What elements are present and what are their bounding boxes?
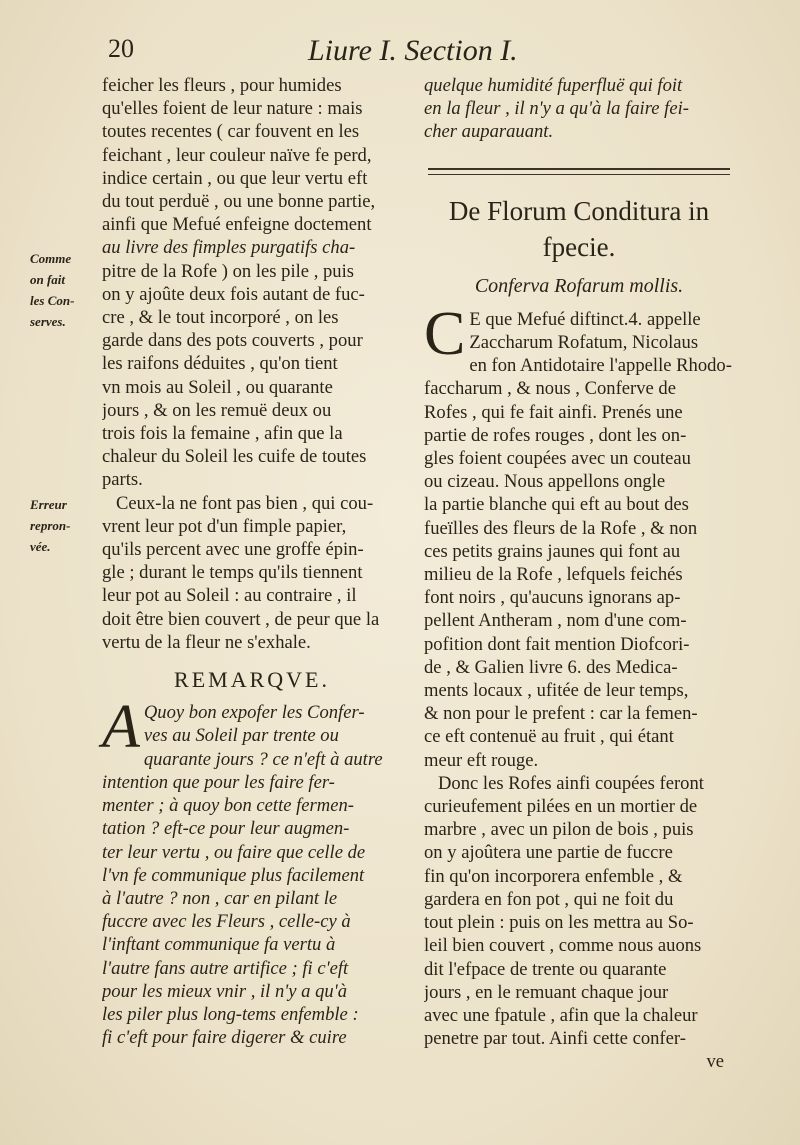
text-line: la partie blanche qui eft au bout des (424, 494, 689, 516)
text-line: en la fleur , il n'y a qu'à la faire fei- (424, 98, 689, 120)
text-line: ou cizeau. Nous appellons ongle (424, 471, 666, 493)
text-line: partie de rofes rouges , dont les on- (424, 424, 687, 446)
page-header (108, 34, 760, 74)
text-line: vn mois au Soleil , ou quarante (102, 376, 333, 398)
text-line: pitre de la Rofe ) on les pile , puis (102, 260, 354, 282)
text-line: trois fois la femaine , afin que la (102, 423, 343, 445)
text-line: fuccre avec les Fleurs , celle-cy à (102, 911, 351, 933)
text-line: cher auparauant. (424, 121, 554, 143)
paragraph-conserve-roses (424, 299, 734, 772)
text-line: Zaccharum Rofatum, Nicolaus (469, 332, 699, 354)
margin-note-line: Erreur (30, 497, 67, 512)
text-line: gardera en fon pot , qui ne foit du (424, 888, 674, 910)
paragraph-erreur (102, 492, 402, 654)
text-line: du tout perduë , ou une bonne partie, (102, 191, 376, 213)
text-line: quarante jours ? ce n'eft à autre (143, 748, 383, 770)
text-line: ter leur vertu , ou faire que celle de (102, 841, 366, 863)
text-line: quelque humidité fuperfluë qui foit (424, 75, 683, 96)
text-line: faccharum , & nous , Conferve de (424, 378, 676, 400)
text-line: fi c'eft pour faire digerer & cuire (102, 1027, 347, 1049)
text-line: gle ; durant le temps qu'ils tiennent (102, 562, 363, 584)
section-title-line: De Florum Conditura in (448, 195, 710, 226)
text-line: pofition dont fait mention Diofcori- (424, 633, 690, 655)
text-line: E que Mefué diftinct.4. appelle (469, 308, 701, 330)
text-line: & non pour le prefent : car la femen- (424, 703, 698, 725)
margin-note-line: repron- (30, 518, 71, 533)
text-line: les raifons déduites , qu'on tient (102, 353, 338, 375)
margin-note-line: vée. (30, 539, 51, 554)
text-line: à l'autre ? non , car en pilant le (102, 887, 338, 909)
catchword: ve (706, 1051, 724, 1073)
margin-note-line: les Con- (30, 293, 75, 308)
text-line: dit l'efpace de trente ou quarante (424, 958, 667, 980)
text-line: ces petits grains jaunes qui font au (424, 540, 681, 562)
paragraph-recipe-conclusion (102, 74, 402, 492)
text-line: vertu de la fleur ne s'exhale. (102, 631, 311, 653)
paragraph-preparation (424, 772, 734, 1050)
text-line: qu'elles foient de leur nature : mais (102, 98, 363, 120)
drop-cap: A (102, 693, 140, 762)
text-line: cre , & le tout incorporé , on les (102, 307, 339, 329)
text-line: milieu de la Rofe , lefquels feichés (424, 564, 683, 586)
text-line: les piler plus long-tems enfemble : (102, 1003, 359, 1025)
text-line: ments locaux , ufitée de leur temps, (424, 680, 689, 702)
margin-note-erreur (30, 494, 92, 557)
text-line: avec une fpatule , afin que la chaleur (424, 1004, 698, 1026)
text-line: au livre des fimples purgatifs cha- (102, 237, 356, 259)
text-line: curieufement pilées en un mortier de (424, 796, 698, 818)
text-line: indice certain , ou que leur vertu eft (102, 167, 368, 189)
text-line: pellent Antheram , nom d'une com- (424, 610, 687, 632)
text-line: parts. (102, 469, 143, 491)
text-line: pour les mieux vnir , il n'y a qu'à (102, 980, 347, 1002)
text-line: feicher les fleurs , pour humides (102, 75, 342, 96)
margin-note-line: Comme (30, 251, 72, 266)
text-line: intention que pour les faire fer- (102, 771, 335, 793)
text-line: toutes recentes ( car fouvent en les (102, 121, 360, 143)
margin-note-conserves (30, 248, 92, 332)
text-line: feichant , leur couleur naïve fe perd, (102, 144, 372, 166)
text-line: Rofes , qui fe fait ainfi. Prenés une (424, 401, 683, 423)
text-line: Quoy bon expofer les Confer- (143, 702, 365, 724)
text-line: en fon Antidotaire l'appelle Rhodo- (469, 355, 732, 377)
text-line: menter ; à quoy bon cette fermen- (102, 795, 354, 817)
right-column (424, 74, 734, 1074)
page-number: 20 (108, 34, 134, 63)
text-line: l'autre fans autre artifice ; fi c'eft (102, 957, 349, 979)
text-line: on y ajoûte deux fois autant de fuc- (102, 283, 365, 305)
text-line: doit être bien couvert , de peur que la (102, 608, 380, 630)
text-line: qu'ils percent avec une groffe épin- (102, 539, 364, 561)
section-title (424, 193, 734, 265)
text-line: jours , en le remuant chaque jour (424, 981, 669, 1003)
margin-note-line: on fait (30, 272, 66, 287)
text-line: tout plein : puis on les mettra au So- (424, 912, 694, 934)
section-title-line: fpecie. (542, 231, 616, 262)
text-line: garde dans des pots couverts , pour (102, 330, 363, 352)
recipe-subtitle: Conferva Rofarum mollis. (474, 274, 684, 297)
text-line: ves au Soleil par trente ou (143, 725, 339, 747)
remarque-heading: REMARQVE. (174, 667, 330, 693)
text-line: l'vn fe communique plus facilement (102, 864, 365, 886)
text-line: tation ? eft-ce pour leur augmen- (102, 818, 350, 840)
remarque-body (102, 693, 402, 1049)
text-line: de , & Galien livre 6. des Medica- (424, 656, 678, 678)
text-line: leil bien couvert , comme nous auons (424, 935, 702, 957)
running-title: Liure I. Section I. (308, 34, 518, 67)
text-line: marbre , avec un pilon de bois , puis (424, 819, 694, 841)
text-line: Ceux-la ne font pas bien , qui cou- (116, 492, 374, 514)
text-line: ce eft contenuë au fruit , qui étant (424, 726, 674, 748)
text-line: penetre par tout. Ainfi cette confer- (424, 1028, 686, 1050)
text-line: on y ajoûtera une partie de fuccre (424, 842, 673, 864)
text-line: gles foient coupées avec un couteau (424, 448, 691, 470)
left-column (102, 74, 402, 1049)
margin-note-line: serves. (30, 314, 66, 329)
section-divider (428, 168, 730, 175)
text-line: Donc les Rofes ainfi coupées feront (438, 772, 704, 794)
text-line: fin qu'on incorporera enfemble , & (424, 865, 683, 887)
drop-cap: C (424, 299, 466, 368)
text-line: fueïlles des fleurs de la Rofe , & non (424, 517, 698, 539)
text-line: meur eft rouge. (424, 749, 539, 771)
remarque-continuation (424, 74, 734, 144)
text-line: vrent leur pot d'un fimple papier, (102, 515, 347, 537)
text-line: chaleur du Soleil les cuife de toutes (102, 446, 367, 468)
text-line: jours , & on les remuë deux ou (102, 399, 332, 421)
text-line: ainfi que Mefué enfeigne doctement (102, 214, 372, 236)
text-line: l'inftant communique fa vertu à (102, 934, 336, 956)
text-line: leur pot au Soleil : au contraire , il (102, 585, 357, 607)
text-line: font noirs , qu'aucuns ignorans ap- (424, 587, 681, 609)
